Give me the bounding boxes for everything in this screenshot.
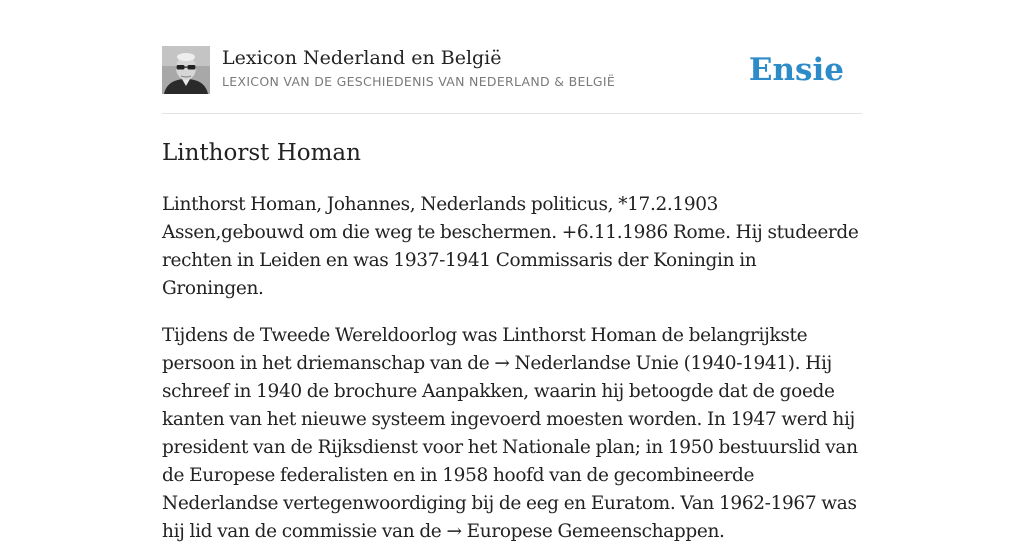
author-portrait-icon (162, 46, 210, 94)
article-paragraph (162, 322, 862, 546)
site-title[interactable]: Lexicon Nederland en België (222, 47, 502, 69)
brand-logo[interactable]: Ensie (748, 52, 844, 88)
paragraph-text: (1940-1941). Hij schreef in 1940 de brochure Aanpakken, waarin hij betoogde dat de goede kanten van het nieuwe systeem ingevoerd moesten worden. In 1947 werd hij president van de Rijksdienst voor het Nationale plan; in 1950 bestuurslid van de Europese federalisten en in 1958 hoofd van de gecombineerde Nederlandse vertegenwoordiging bij de eeg en Euratom. Van 1962-1967 was hij lid van de commissie van de (162, 353, 858, 542)
avatar[interactable] (162, 46, 210, 94)
link-europese-gemeenschappen[interactable]: → Europese Gemeenschappen (446, 521, 720, 542)
site-header (162, 46, 862, 114)
article-paragraph: Linthorst Homan, Johannes, Nederlands politicus, *17.2.1903 Assen,gebouwd om die weg te beschermen. +6.11.1986 Rome. Hij studeerde rechten in Leiden en was 1937-1941 Commissaris der Koningin in Groningen. (162, 194, 859, 299)
link-nederlandse-unie[interactable]: → Nederlandse Unie (494, 353, 679, 374)
site-subtitle: LEXICON VAN DE GESCHIEDENIS VAN NEDERLAND & BELGIË (222, 74, 616, 89)
paragraph-text: . (719, 521, 725, 542)
paragraph-text: Tijdens de Tweede Wereldoorlog was Linthorst Homan de belangrijkste persoon in het driemanschap van de (162, 325, 808, 374)
article-title: Linthorst Homan (162, 140, 361, 166)
article (162, 138, 862, 546)
